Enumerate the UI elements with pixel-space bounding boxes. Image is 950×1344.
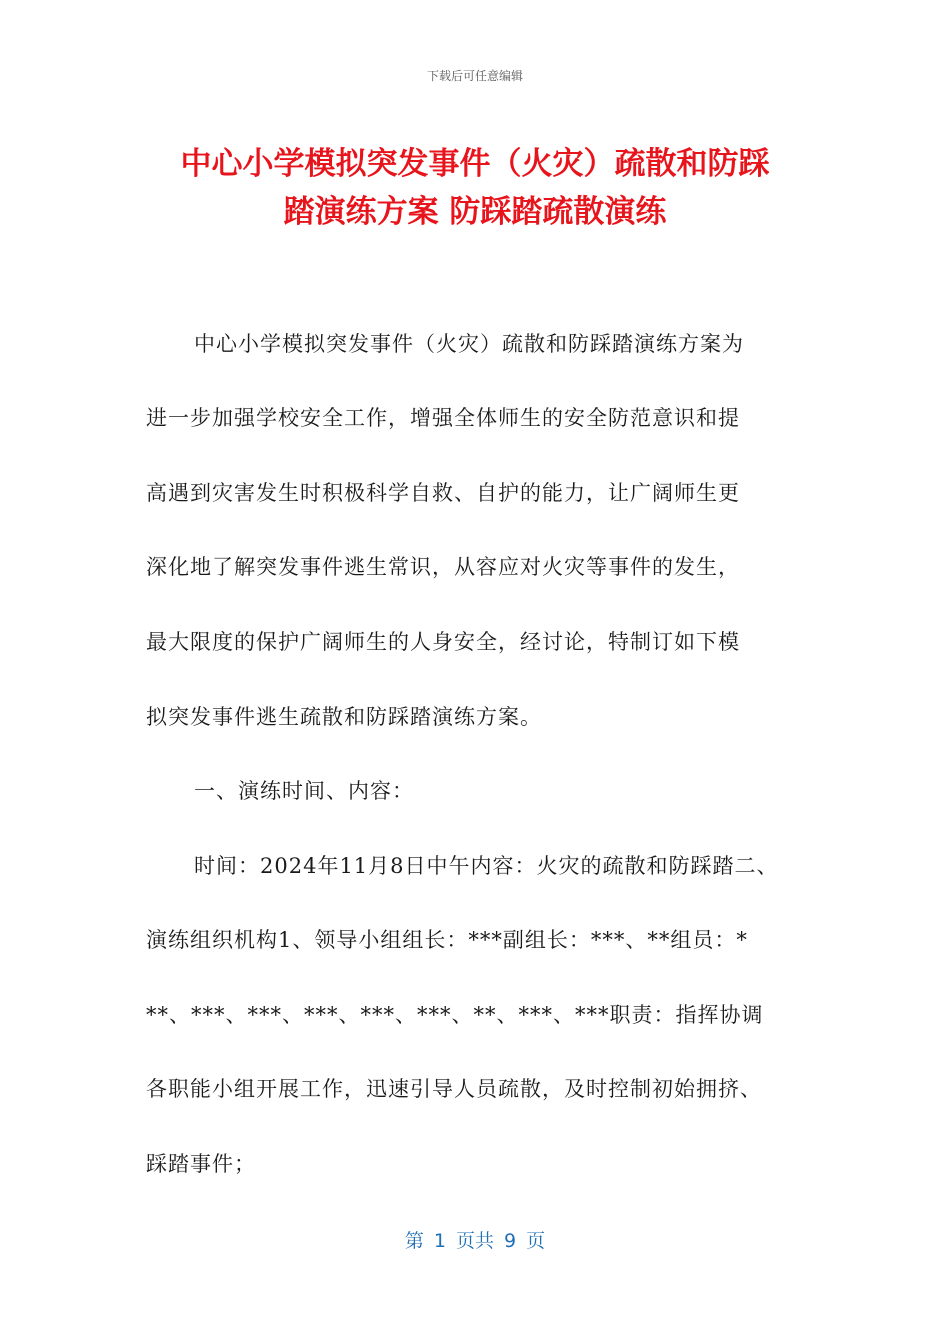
page-number-footer: 第 1 页共 9 页 (404, 1230, 546, 1252)
body-line-9: 演练组织机构1、领导小组组长：***副组长：***、**组员：* (146, 928, 748, 952)
body-line-4: 深化地了解突发事件逃生常识，从容应对火灾等事件的发生， (146, 555, 740, 579)
body-line-10: **、***、***、***、***、***、**、***、***职责：指挥协调 (146, 1003, 764, 1027)
header-note: 下载后可任意编辑 (426, 69, 523, 83)
body-line-12: 踩踏事件； (146, 1152, 256, 1176)
body-line-5: 最大限度的保护广阔师生的人身安全，经讨论，特制订如下模 (146, 630, 740, 654)
section-heading: 一、演练时间、内容： (194, 779, 414, 803)
body-line-1: 中心小学模拟突发事件（火灾）疏散和防踩踏演练方案为 (194, 332, 744, 356)
title-line-2: 踏演练方案 防踩踏疏散演练 (283, 194, 667, 230)
body-line-2: 进一步加强学校安全工作，增强全体师生的安全防范意识和提 (146, 406, 740, 430)
body-line-3: 高遇到灾害发生时积极科学自救、自护的能力，让广阔师生更 (146, 481, 740, 505)
title-line-1: 中心小学模拟突发事件（火灾）疏散和防踩 (180, 146, 770, 182)
document-title (100, 140, 850, 236)
body-line-11: 各职能小组开展工作，迅速引导人员疏散，及时控制初始拥挤、 (146, 1077, 762, 1101)
body-line-6: 拟突发事件逃生疏散和防踩踏演练方案。 (146, 705, 542, 729)
body-line-8: 时间：2024年11月8日中午内容：火灾的疏散和防踩踏二、 (194, 854, 779, 878)
